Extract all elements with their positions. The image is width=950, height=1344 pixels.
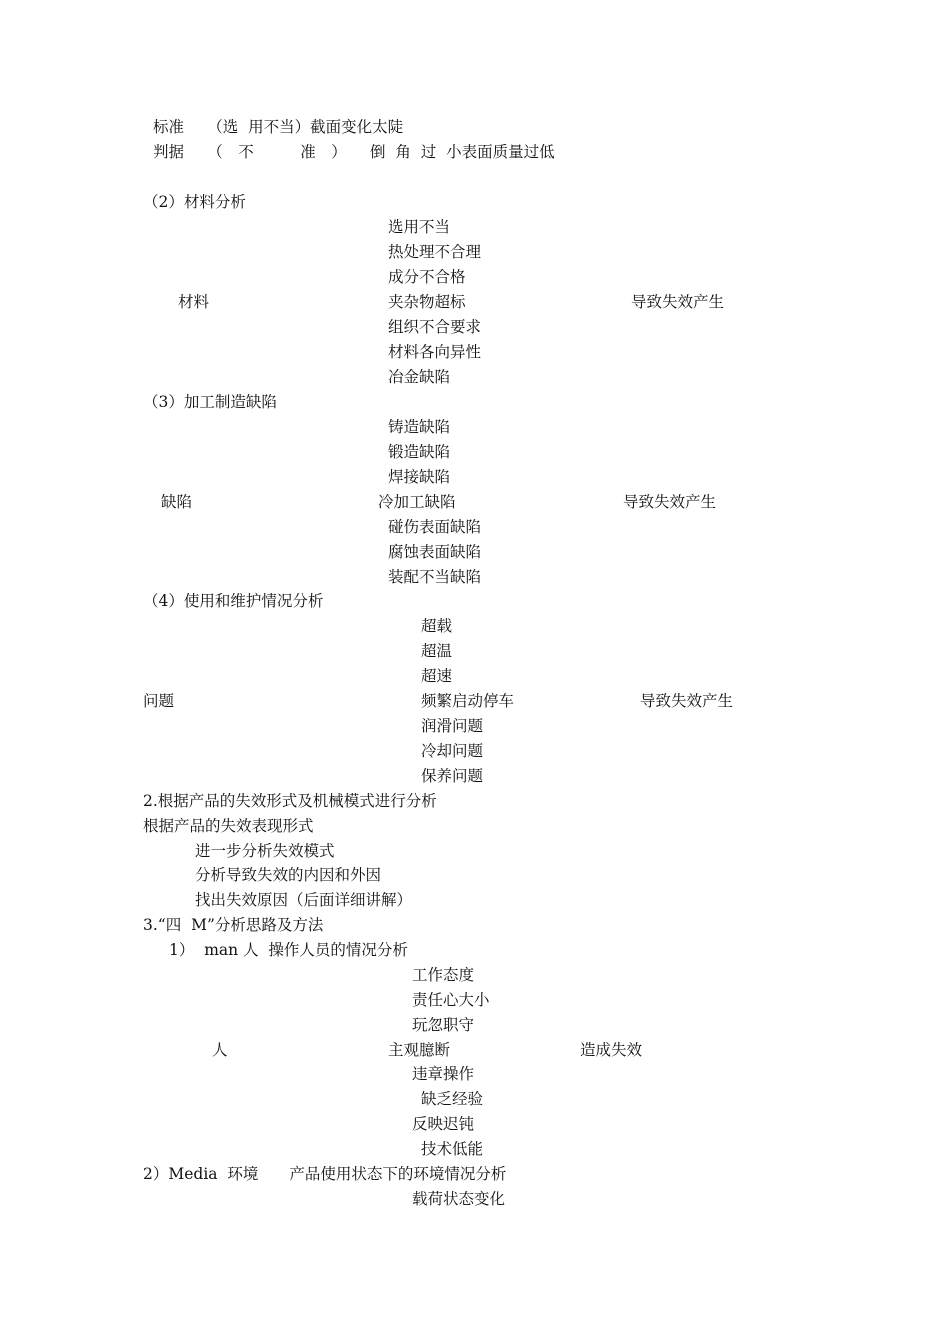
paragraph-line: 分析导致失效的内因和外因 — [195, 866, 382, 884]
criteria-line-1: 标准 （选 用不当）截面变化太陡 — [153, 118, 404, 136]
section-3-title: （3）加工制造缺陷 — [143, 393, 277, 411]
list-item: 超温 — [421, 642, 453, 660]
list-item: 选用不当 — [388, 218, 451, 236]
section-4-title: （4）使用和维护情况分析 — [143, 592, 324, 610]
section-2-title: （2）材料分析 — [143, 193, 246, 211]
list-item: 材料各向异性 — [388, 343, 482, 361]
list-item: 超载 — [421, 617, 453, 635]
result-label: 造成失效 — [580, 1041, 643, 1059]
paragraph-line: 根据产品的失效表现形式 — [143, 817, 314, 835]
criteria-line-2: 判据 （ 不 准 ） 倒 角 过 小表面质量过低 — [153, 143, 555, 161]
list-item: 超速 — [421, 667, 453, 685]
list-item: 成分不合格 — [388, 268, 466, 286]
result-label: 导致失效产生 — [640, 692, 734, 710]
part-2-title: 2.根据产品的失效形式及机械模式进行分析 — [143, 792, 437, 810]
result-label: 导致失效产生 — [631, 293, 725, 311]
group-label: 问题 — [143, 692, 175, 710]
list-item: 装配不当缺陷 — [388, 568, 482, 586]
list-item: 技术低能 — [421, 1140, 484, 1158]
media-subtitle: 2）Media 环境 产品使用状态下的环境情况分析 — [143, 1165, 507, 1183]
result-label: 导致失效产生 — [623, 493, 717, 511]
part-3-title: 3.“四 M”分析思路及方法 — [143, 916, 324, 934]
list-item: 润滑问题 — [421, 717, 484, 735]
man-subtitle: 1） man 人 操作人员的情况分析 — [169, 941, 408, 959]
list-item: 组织不合要求 — [388, 318, 482, 336]
group-label: 缺陷 — [161, 493, 193, 511]
list-item: 保养问题 — [421, 767, 484, 785]
list-item: 频繁启动停车 — [421, 692, 515, 710]
list-item: 冷加工缺陷 — [378, 493, 456, 511]
list-item: 夹杂物超标 — [388, 293, 466, 311]
list-item: 工作态度 — [412, 966, 475, 984]
list-item: 责任心大小 — [412, 991, 490, 1009]
list-item: 焊接缺陷 — [388, 468, 451, 486]
list-item: 冶金缺陷 — [388, 368, 451, 386]
list-item: 碰伤表面缺陷 — [388, 518, 482, 536]
paragraph-line: 进一步分析失效模式 — [195, 842, 335, 860]
list-item: 载荷状态变化 — [412, 1190, 506, 1208]
group-label: 材料 — [178, 293, 210, 311]
list-item: 反映迟钝 — [412, 1115, 475, 1133]
group-label: 人 — [212, 1041, 228, 1059]
list-item: 热处理不合理 — [388, 243, 482, 261]
paragraph-line: 找出失效原因（后面详细讲解） — [195, 891, 413, 909]
list-item: 玩忽职守 — [412, 1016, 475, 1034]
list-item: 冷却问题 — [421, 742, 484, 760]
list-item: 腐蚀表面缺陷 — [388, 543, 482, 561]
list-item: 主观臆断 — [388, 1041, 451, 1059]
list-item: 铸造缺陷 — [388, 418, 451, 436]
list-item: 缺乏经验 — [421, 1090, 484, 1108]
list-item: 锻造缺陷 — [388, 443, 451, 461]
list-item: 违章操作 — [412, 1065, 475, 1083]
